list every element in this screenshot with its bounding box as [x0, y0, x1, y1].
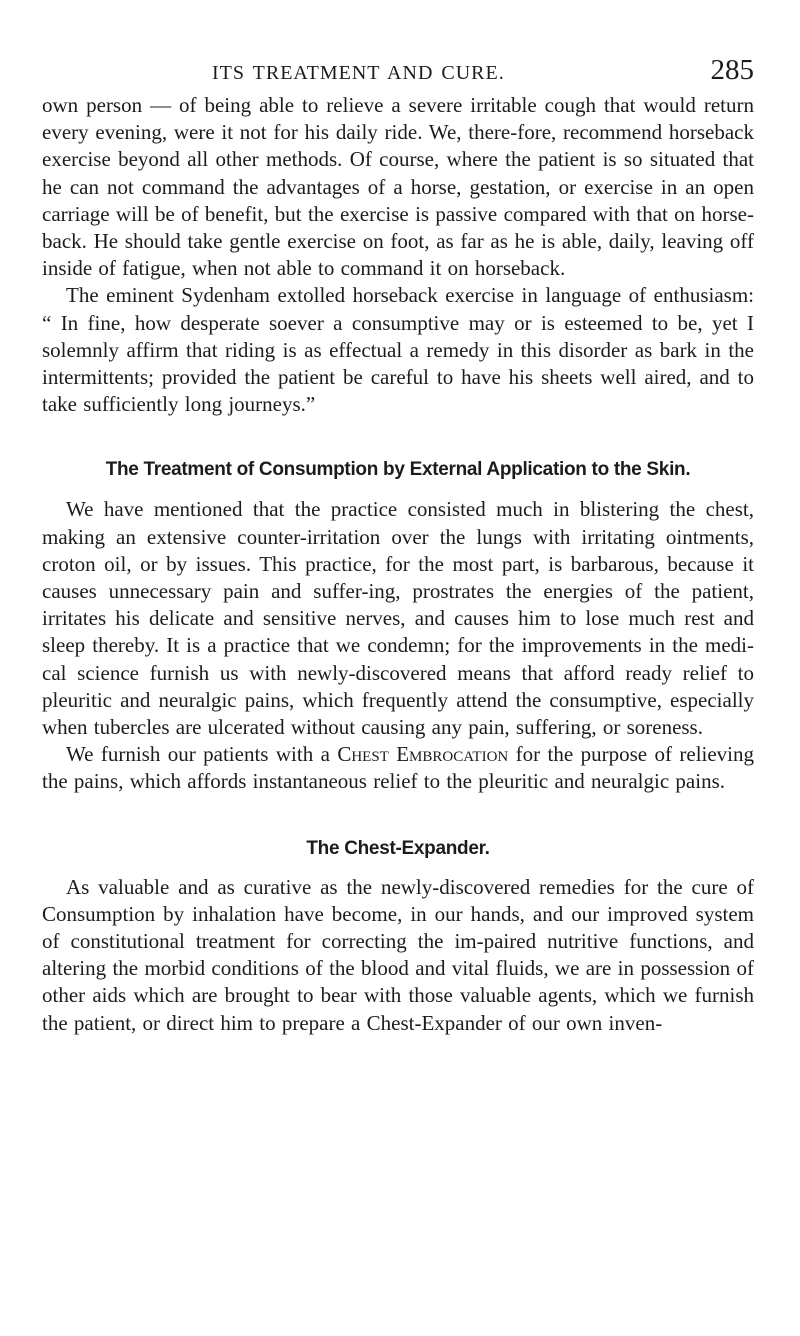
chest-embrocation-term: Chest Embrocation [337, 742, 509, 767]
book-page [42, 52, 754, 1037]
paragraph-chest-expander: As valuable and as curative as the newly-discovered remedies for the cure of Consumption by inhalation have become, in our hands, and our improved system of constitutional treatment for correcting the im-paired nutritive functions, and altering the morbid conditions of the blood and vital fluids, we are in possession of other aids which are brought to bear with those valuable agents, which we furnish the patient, or direct him to prepare a Chest-Expander of our own inven- [42, 874, 754, 1035]
paragraph-chest-embrocation [42, 741, 754, 795]
section-heading-chest-expander: The Chest-Expander. [306, 837, 490, 859]
embrocation-text-after: for the purpose of relieving the pains, which affords instantaneous relief to the pleuritic and neuralgic pains. [42, 742, 755, 794]
embrocation-text-before: We furnish our patients with a [66, 742, 330, 767]
paragraph-horseback-exercise: own person — of being able to relieve a severe irritable cough that would return every evening, were it not for his daily ride. We, there-fore, recommend horseback exercise beyond all other methods. Of course, where the patient is so situated that he can not command the advantages of a horse, gestation, or exercise in an open carriage will be of benefit, but the exercise is passive compared with that on horse-back. He should take gentle exercise on foot, as far as he is able, daily, leaving off inside of fatigue, when not able to command it on horseback. [42, 93, 754, 281]
paragraph-sydenham-quote: The eminent Sydenham extolled horseback exercise in language of enthusiasm: “ In fine, how desperate soever a consumptive may or is esteemed to be, yet I solemnly affirm that riding is as effectual a remedy in this disorder as bark in the intermittents; provided the patient be careful to have his sheets well aired, and to take sufficiently long journeys.” [42, 283, 754, 417]
page-header [42, 52, 754, 92]
paragraph-blistering-practice: We have mentioned that the practice consisted much in blistering the chest, making an extensive counter-irritation over the lungs with irritating ointments, croton oil, or by issues. This practice, for the most part, is barbarous, because it causes unnecessary pain and suffer-ing, prostrates the energies of the patient, irritates his delicate and sensitive nerves, and causes him to lose much rest and sleep thereby. It is a practice that we condemn; for the improvements in the medi-cal science furnish us with newly-discovered means that afford ready relief to pleuritic and neuralgic pains, which frequently attend the consumptive, especially when tubercles are ulcerated without causing any pain, suffering, or soreness. [42, 497, 754, 740]
section-heading-external-application: The Treatment of Consumption by External Application to the Skin. [105, 459, 691, 481]
running-title: ITS TREATMENT AND CURE. [212, 62, 505, 84]
page-number: 285 [710, 54, 754, 86]
